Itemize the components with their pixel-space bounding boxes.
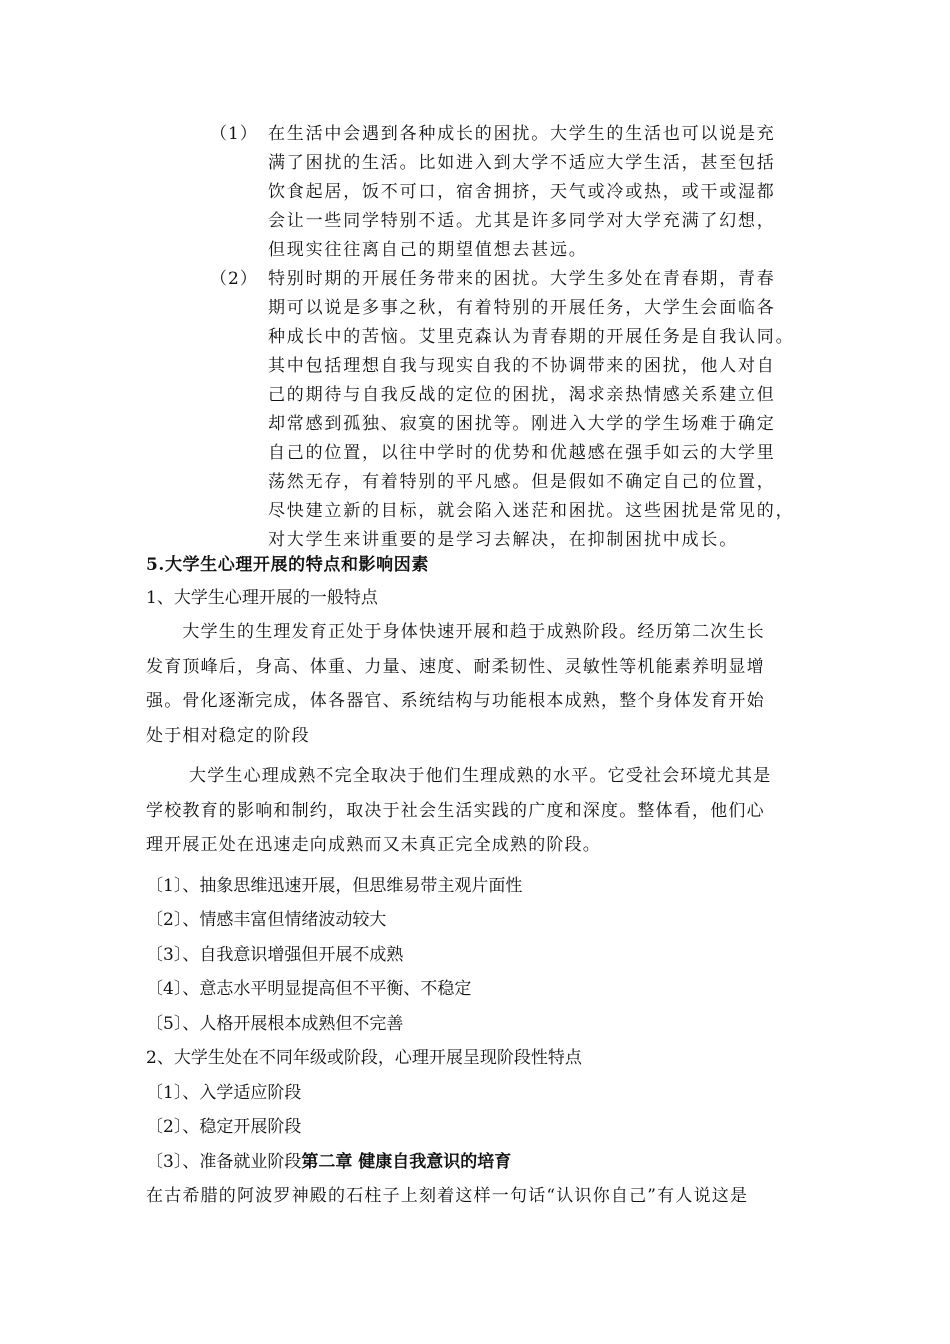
text-line: 处于相对稳定的阶段 bbox=[146, 725, 310, 746]
text-line: 期可以说是多事之秋，有着特别的开展任务，大学生会面临各 bbox=[268, 298, 776, 318]
list-item-body bbox=[268, 265, 808, 555]
list-item-body bbox=[268, 120, 808, 265]
text-line: 种成长中的苦恼。艾里克森认为青春期的开展任务是自我认同。 bbox=[268, 327, 795, 347]
text-line: 在古希腊的阿波罗神殿的石柱子上刻着这样一句话“认识你自己”有人说这是 bbox=[146, 1186, 749, 1206]
text-line: 对大学生来讲重要的是学习去解决，在抑制困扰中成长。 bbox=[268, 530, 738, 550]
feature-item: 〔3〕、自我意识增强但开展不成熟 bbox=[146, 945, 404, 965]
text-line: 会让一些同学特别不适。尤其是许多同学对大学充满了幻想， bbox=[268, 211, 776, 231]
feature-item: 〔1〕、抽象思维迅速开展，但思维易带主观片面性 bbox=[146, 876, 523, 896]
list-item-number: （2） bbox=[210, 269, 258, 289]
paragraph bbox=[146, 764, 816, 868]
stage-item bbox=[146, 1150, 511, 1174]
text-line: 在生活中会遇到各种成长的困扰。大学生的生活也可以说是充 bbox=[268, 124, 776, 144]
text-line: 大学生心理成熟不完全取决于他们生理成熟的水平。它受社会环境尤其是 bbox=[146, 766, 772, 786]
chapter-title: 第二章 健康自我意识的培育 bbox=[301, 1152, 512, 1172]
text-line: 学校教育的影响和制约，取决于社会生活实践的广度和深度。整体看，他们心 bbox=[146, 800, 765, 821]
feature-item: 〔4〕、意志水平明显提高但不平衡、不稳定 bbox=[146, 979, 472, 999]
text-line: 尽快建立新的目标，就会陷入迷茫和困扰。这些困扰是常见的， bbox=[268, 501, 795, 521]
text-line: 荡然无存，有着特别的平凡感。但是假如不确定自己的位置， bbox=[268, 472, 776, 492]
text-line: 但现实往往离自己的期望值想去甚远。 bbox=[268, 240, 588, 260]
paragraph bbox=[146, 620, 816, 758]
text-line: 理开展正处在迅速走向成熟而又未真正完全成熟的阶段。 bbox=[146, 835, 601, 855]
text-line: 大学生的生理发育正处于身体快速开展和趋于成熟阶段。经历第二次生长 bbox=[146, 622, 765, 642]
stage-item: 〔1〕、入学适应阶段 bbox=[146, 1083, 302, 1103]
section-heading: 5.大学生心理开展的特点和影响因素 bbox=[146, 555, 429, 575]
text-line: 饮食起居，饭不可口，宿舍拥挤，天气或冷或热，或干或湿都 bbox=[268, 182, 776, 202]
feature-item: 〔2〕、情感丰富但情绪波动较大 bbox=[146, 910, 387, 930]
subsection-title: 2、大学生处在不同年级或阶段，心理开展呈现阶段性特点 bbox=[146, 1048, 582, 1068]
stage-item: 〔2〕、稳定开展阶段 bbox=[146, 1117, 302, 1137]
text-line: 己的期待与自我反战的定位的困扰，渴求亲热情感关系建立但 bbox=[268, 385, 776, 405]
list-item-number: （1） bbox=[210, 124, 258, 144]
stage-item-label: 〔3〕、准备就业阶段 bbox=[146, 1152, 302, 1172]
text-line: 自己的位置，以往中学时的优势和优越感在强手如云的大学里 bbox=[268, 443, 776, 463]
text-line: 满了困扰的生活。比如进入到大学不适应大学生活，甚至包括 bbox=[268, 153, 776, 173]
text-line: 其中包括理想自我与现实自我的不协调带来的困扰，他人对自 bbox=[268, 356, 776, 376]
feature-item: 〔5〕、人格开展根本成熟但不完善 bbox=[146, 1014, 404, 1034]
text-line: 却常感到孤独、寂寞的困扰等。刚进入大学的学生场难于确定 bbox=[268, 414, 776, 434]
text-line: 特别时期的开展任务带来的困扰。大学生多处在青春期，青春 bbox=[268, 269, 776, 289]
text-line: 发育顶峰后，身高、体重、力量、速度、耐柔韧性、灵敏性等机能素养明显增 bbox=[146, 656, 765, 677]
subsection-title: 1、大学生心理开展的一般特点 bbox=[146, 588, 378, 608]
text-line: 强。骨化逐渐完成，体各器官、系统结构与功能根本成熟，整个身体发育开始 bbox=[146, 691, 765, 711]
